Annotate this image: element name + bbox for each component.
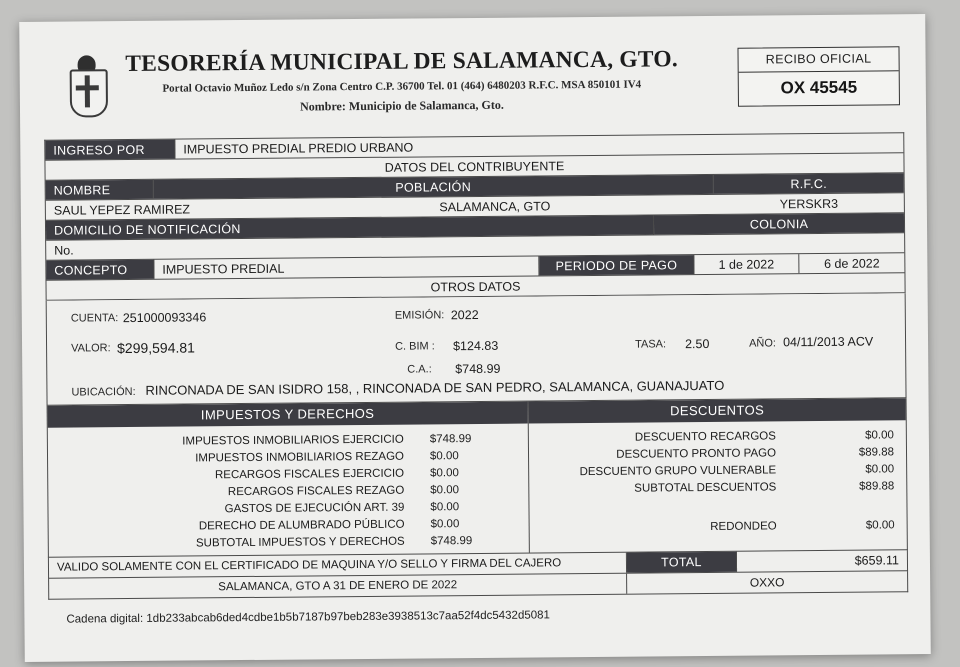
other-data-panel	[46, 293, 907, 406]
total-label: TOTAL	[627, 552, 737, 573]
payment-period-to: 6 de 2022	[823, 255, 880, 271]
number-label: No.	[54, 242, 74, 258]
tax-row-name: GASTOS DE EJECUCIÓN ART. 39	[224, 501, 405, 515]
amounts-section	[47, 398, 908, 557]
table-row	[49, 532, 529, 553]
discount-row-value: $0.00	[865, 428, 894, 442]
taxpayer-section-title: DATOS DEL CONTRIBUYENTE	[384, 158, 565, 175]
year-label: AÑO:	[749, 337, 777, 350]
receipt-label: RECIBO OFICIAL	[738, 47, 898, 72]
tax-row-value: $0.00	[430, 517, 460, 530]
discount-row-name: DESCUENTO RECARGOS	[634, 429, 776, 444]
rounding-value: $0.00	[865, 518, 895, 532]
tax-row-value: $0.00	[430, 483, 460, 496]
tax-row-value: $0.00	[430, 500, 460, 513]
receipt-number: OX 45545	[780, 77, 858, 98]
tax-row-value: $0.00	[430, 466, 459, 479]
discount-row-value: $0.00	[865, 462, 895, 476]
ca-label: C.A.:	[407, 363, 432, 376]
issue-label: EMISIÓN:	[394, 309, 445, 322]
taxes-column	[48, 402, 530, 557]
location-label: UBICACIÓN:	[71, 385, 136, 399]
payment-period-label: PERIODO DE PAGO	[539, 255, 694, 275]
issue-value: 2022	[450, 307, 479, 323]
discount-row-value: $89.88	[859, 479, 895, 493]
document-title: TESORERÍA MUNICIPAL DE SALAMANCA, GTO.	[125, 46, 678, 78]
receipt-body	[44, 132, 905, 300]
tax-row-value: $748.99	[430, 534, 473, 547]
payment-period-from: 1 de 2022	[694, 254, 799, 274]
rate-value: 2.50	[685, 336, 710, 352]
tax-row-value: $0.00	[429, 449, 459, 462]
concept-label: CONCEPTO	[46, 260, 154, 280]
income-label: INGRESO POR	[45, 140, 175, 160]
discount-row-name: SUBTOTAL DESCUENTOS	[634, 480, 777, 495]
location-value: RINCONADA DE SAN ISIDRO 158, , RINCONADA DE SAN PEDRO, SALAMANCA, GUANAJUATO	[145, 377, 725, 398]
year-value: 04/11/2013 ACV	[782, 334, 874, 350]
address-label: DOMICILIO DE NOTIFICACIÓN	[46, 215, 654, 239]
value-label: VALOR:	[71, 342, 111, 355]
taxes-section-title: IMPUESTOS Y DERECHOS	[48, 402, 528, 428]
receipt-document	[19, 14, 931, 662]
bimonthly-label: C. BIM :	[395, 340, 435, 353]
neighborhood-label: COLONIA	[654, 213, 904, 234]
validity-note: VALIDO SOLAMENTE CON EL CERTIFICADO DE MAQUINA Y/O SELLO Y FIRMA DEL CAJERO	[49, 553, 627, 578]
discounts-section-title: DESCUENTOS	[528, 398, 905, 423]
ca-value: $748.99	[455, 361, 501, 377]
rounding-row	[530, 516, 907, 536]
tax-row-value: $748.99	[429, 432, 472, 445]
tax-row-name: SUBTOTAL IMPUESTOS Y DERECHOS	[195, 535, 405, 549]
name-label: NOMBRE	[46, 180, 154, 200]
value-amount: $299,594.81	[117, 339, 196, 357]
account-label: CUENTA:	[70, 312, 119, 325]
rate-label: TASA:	[635, 338, 667, 351]
tax-row-name: RECARGOS FISCALES REZAGO	[227, 484, 405, 498]
digital-chain-value: 1db233abcab6ded4cdbe1b5b7187b97beb283e3938513c7aa52f4dc5432d5081	[146, 609, 550, 625]
title-block	[121, 46, 682, 116]
name-value: SAUL YEPEZ RAMIREZ	[53, 201, 191, 218]
tax-row-name: RECARGOS FISCALES EJERCICIO	[214, 467, 405, 481]
city-value: SALAMANCA, GTO	[439, 198, 551, 214]
place-and-date: SALAMANCA, GTO A 31 DE ENERO DE 2022	[49, 574, 627, 599]
rfc-value: YERSKR3	[779, 196, 839, 211]
tax-row-name: DERECHO DE ALUMBRADO PÚBLICO	[198, 518, 405, 532]
account-value: 251000093346	[122, 310, 207, 326]
rfc-label: R.F.C.	[714, 173, 904, 194]
discount-row-name: DESCUENTO GRUPO VULNERABLE	[579, 463, 777, 478]
neighborhood-value	[654, 233, 904, 254]
city-label: POBLACIÓN	[154, 175, 714, 199]
discount-row-value: $89.88	[858, 445, 895, 459]
tax-row-name: IMPUESTOS INMOBILIARIOS EJERCICIO	[182, 433, 404, 448]
payment-channel: OXXO	[749, 575, 785, 590]
rounding-label: REDONDEO	[710, 519, 777, 533]
total-value: $659.11	[854, 553, 900, 568]
digital-chain-label: Cadena digital:	[66, 612, 144, 626]
tax-row-name: IMPUESTOS INMOBILIARIOS REZAGO	[195, 450, 405, 464]
concept-value: IMPUESTO PREDIAL	[154, 256, 539, 278]
official-receipt-box	[737, 46, 900, 106]
discounts-column	[528, 398, 906, 552]
coat-of-arms-icon	[66, 55, 113, 117]
discount-row-name: DESCUENTO PRONTO PAGO	[616, 446, 777, 461]
income-value: IMPUESTO PREDIAL PREDIO URBANO	[183, 140, 414, 157]
digital-chain	[48, 606, 908, 626]
entity-name: Nombre: Municipio de Salamanca, Gto.	[300, 97, 504, 114]
office-address: Portal Octavio Muñoz Ledo s/n Zona Centro C.P. 36700 Tel. 01 (464) 6480203 R.F.C. MSA 850101 IV4	[162, 78, 642, 95]
document-header	[43, 36, 904, 140]
other-data-title: OTROS DATOS	[430, 279, 521, 294]
bimonthly-value: $124.83	[453, 338, 499, 354]
